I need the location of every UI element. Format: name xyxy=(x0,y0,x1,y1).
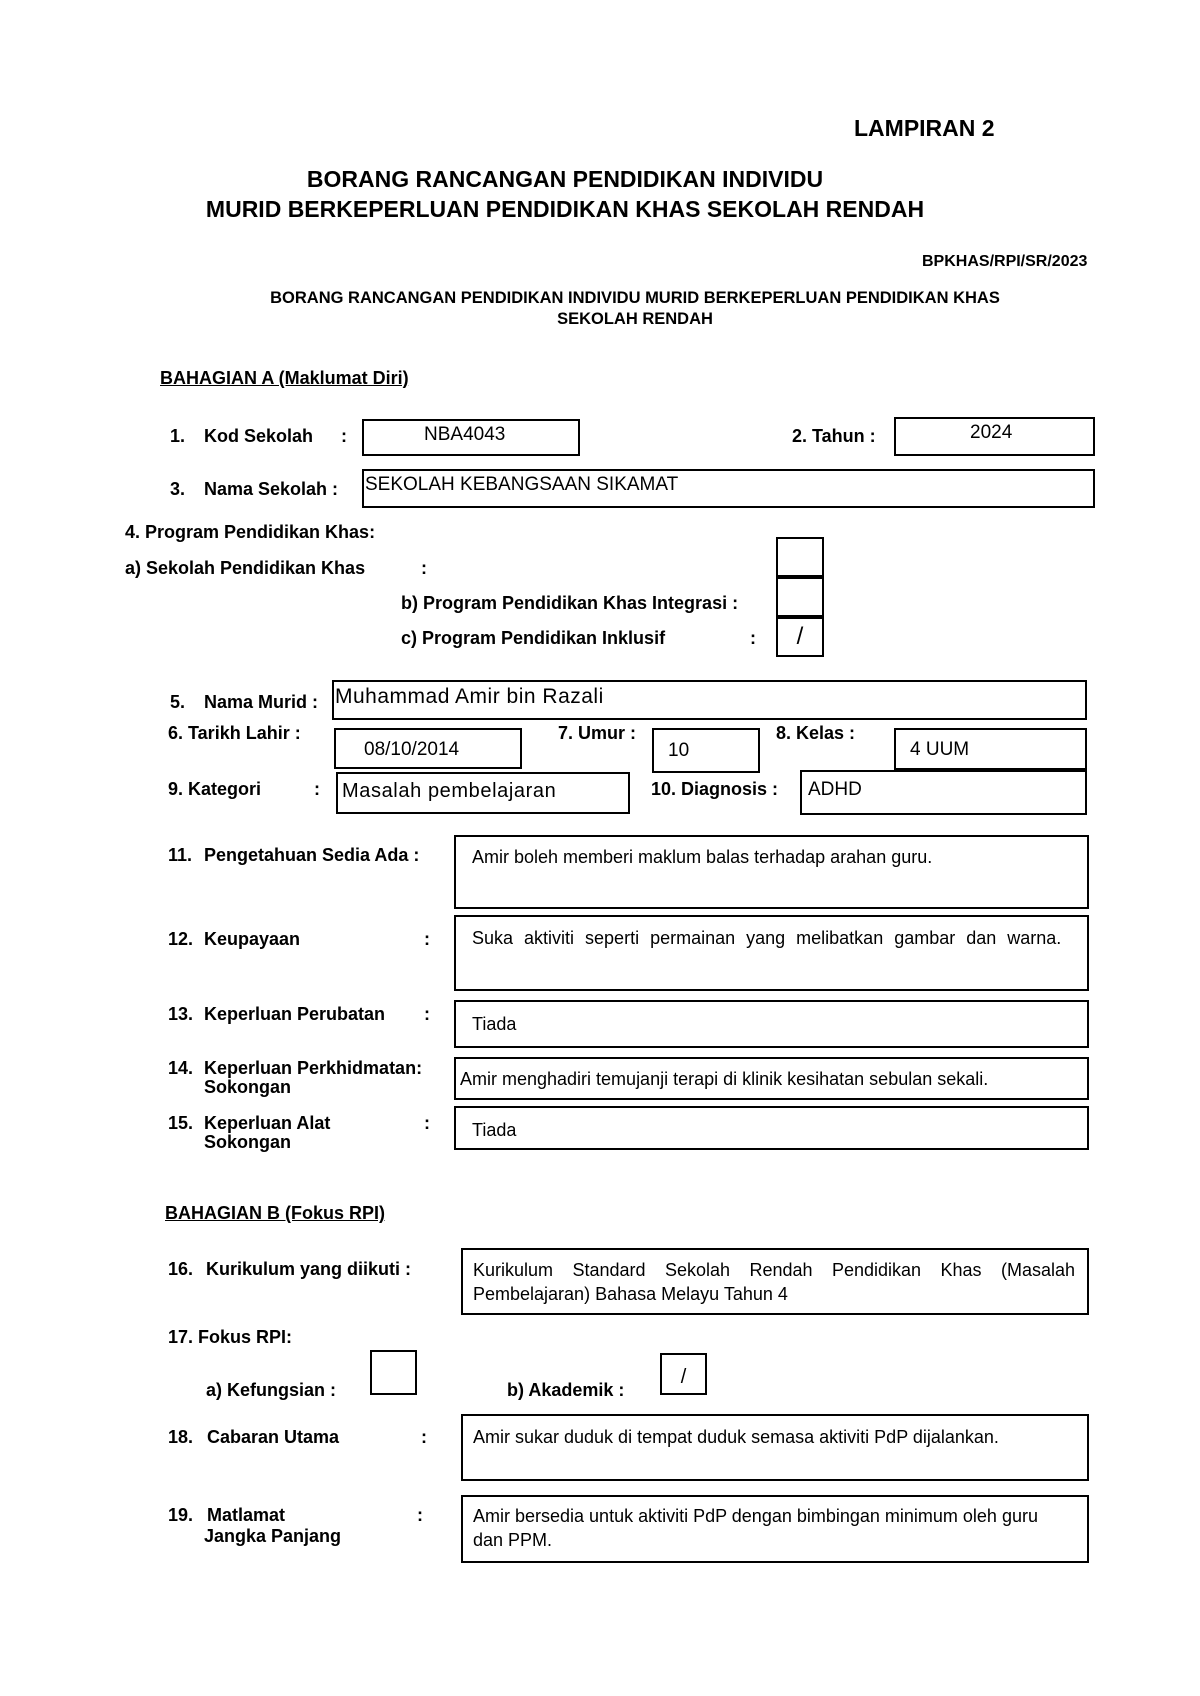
nama-sekolah-number: 3. xyxy=(170,479,186,499)
nama-sekolah-label: Nama Sekolah : xyxy=(204,479,339,499)
program-c-label: c) Program Pendidikan Inklusif xyxy=(401,628,666,648)
nama-murid-value: Muhammad Amir bin Razali xyxy=(335,685,604,708)
kod-sekolah-label: Kod Sekolah xyxy=(204,426,314,446)
form-subtitle-line2: SEKOLAH RENDAH xyxy=(557,310,713,328)
reference-code: BPKHAS/RPI/SR/2023 xyxy=(922,253,1088,270)
kod-sekolah-colon: : xyxy=(341,426,347,446)
tahun-value: 2024 xyxy=(970,422,1013,443)
kategori-colon: : xyxy=(314,779,320,799)
kelas-value: 4 UUM xyxy=(910,739,970,760)
keupayaan-value: Suka aktiviti seperti permainan yang melibatkan gambar dan warna. xyxy=(472,928,1062,948)
kod-sekolah-number: 1. xyxy=(170,426,186,446)
diagnosis-label: 10. Diagnosis : xyxy=(651,779,779,799)
matlamat-colon: : xyxy=(417,1505,423,1525)
perubatan-number: 13. xyxy=(168,1004,194,1024)
tahun-field[interactable] xyxy=(894,417,1095,456)
umur-label: 7. Umur : xyxy=(558,723,637,743)
perkhidmatan-label-line2: Sokongan xyxy=(204,1077,292,1097)
perubatan-value: Tiada xyxy=(472,1014,517,1034)
kurikulum-number: 16. xyxy=(168,1259,194,1279)
perubatan-field[interactable] xyxy=(454,1000,1089,1048)
program-a-colon: : xyxy=(421,558,427,578)
perkhidmatan-number: 14. xyxy=(168,1058,194,1078)
cabaran-value: Amir sukar duduk di tempat duduk semasa aktiviti PdP dijalankan. xyxy=(473,1427,999,1447)
kurikulum-label: Kurikulum yang diikuti : xyxy=(206,1259,412,1279)
matlamat-label-line2: Jangka Panjang xyxy=(204,1526,342,1546)
program-c-colon: : xyxy=(750,628,756,648)
fokus-label: 17. Fokus RPI: xyxy=(168,1327,293,1347)
kategori-value: Masalah pembelajaran xyxy=(342,780,557,802)
akademik-checkbox[interactable]: / xyxy=(660,1353,707,1395)
perkhidmatan-field[interactable] xyxy=(454,1057,1089,1100)
umur-value: 10 xyxy=(668,740,690,761)
section-a-heading: BAHAGIAN A (Maklumat Diri) xyxy=(160,368,409,388)
kurikulum-field[interactable] xyxy=(461,1248,1089,1315)
perubatan-label: Keperluan Perubatan xyxy=(204,1004,386,1024)
pengetahuan-value: Amir boleh memberi maklum balas terhadap arahan guru. xyxy=(472,847,933,867)
kelas-label: 8. Kelas : xyxy=(776,723,856,743)
program-heading: 4. Program Pendidikan Khas: xyxy=(125,522,376,542)
alat-value: Tiada xyxy=(472,1120,517,1140)
kod-sekolah-field[interactable] xyxy=(362,419,580,456)
nama-sekolah-value: SEKOLAH KEBANGSAAN SIKAMAT xyxy=(365,474,679,495)
keupayaan-colon: : xyxy=(424,929,430,949)
form-title-line2: MURID BERKEPERLUAN PENDIDIKAN KHAS SEKOLAH RENDAH xyxy=(205,196,925,222)
perubatan-colon: : xyxy=(424,1004,430,1024)
nama-murid-number: 5. xyxy=(170,692,186,712)
nama-murid-label: Nama Murid : xyxy=(204,692,319,712)
pengetahuan-label: Pengetahuan Sedia Ada : xyxy=(204,845,420,865)
cabaran-colon: : xyxy=(421,1427,427,1447)
keupayaan-number: 12. xyxy=(168,929,194,949)
matlamat-value: Amir bersedia untuk aktiviti PdP dengan bimbingan minimum oleh guru dan PPM. xyxy=(473,1506,1038,1550)
matlamat-number: 19. xyxy=(168,1505,194,1525)
alat-number: 15. xyxy=(168,1113,194,1133)
lampiran-label: LAMPIRAN 2 xyxy=(854,115,995,141)
section-b-heading: BAHAGIAN B (Fokus RPI) xyxy=(165,1203,385,1223)
diagnosis-value: ADHD xyxy=(808,779,862,800)
diagnosis-field[interactable] xyxy=(800,770,1087,815)
tahun-label: 2. Tahun : xyxy=(792,426,876,446)
program-b-label: b) Program Pendidikan Khas Integrasi : xyxy=(401,593,739,613)
alat-colon: : xyxy=(424,1113,430,1133)
matlamat-label-line1: Matlamat xyxy=(207,1505,286,1525)
nama-murid-field[interactable] xyxy=(332,680,1087,720)
form-title-line1: BORANG RANCANGAN PENDIDIKAN INDIVIDU xyxy=(306,166,824,192)
alat-label-line1: Keperluan Alat xyxy=(204,1113,331,1133)
alat-field[interactable] xyxy=(454,1106,1089,1150)
tarikh-lahir-label: 6. Tarikh Lahir : xyxy=(168,723,301,743)
program-a-label: a) Sekolah Pendidikan Khas xyxy=(125,558,366,578)
pengetahuan-field[interactable] xyxy=(454,835,1089,909)
cabaran-number: 18. xyxy=(168,1427,194,1447)
perkhidmatan-value: Amir menghadiri temujanji terapi di klinik kesihatan sebulan sekali. xyxy=(460,1069,989,1089)
kod-sekolah-value: NBA4043 xyxy=(424,424,506,445)
akademik-label: b) Akademik : xyxy=(507,1380,625,1400)
alat-label-line2: Sokongan xyxy=(204,1132,292,1152)
cabaran-field[interactable] xyxy=(461,1414,1089,1481)
perkhidmatan-label-line1: Keperluan Perkhidmatan: xyxy=(204,1058,423,1078)
kefungsian-checkbox[interactable] xyxy=(370,1350,417,1395)
program-a-checkbox[interactable] xyxy=(776,537,824,577)
program-c-checkbox[interactable]: / xyxy=(776,617,824,657)
keupayaan-label: Keupayaan xyxy=(204,929,301,949)
nama-sekolah-field[interactable] xyxy=(362,469,1095,508)
pengetahuan-number: 11. xyxy=(168,845,193,865)
matlamat-field[interactable] xyxy=(461,1495,1089,1563)
program-b-checkbox[interactable] xyxy=(776,577,824,617)
kefungsian-label: a) Kefungsian : xyxy=(206,1380,337,1400)
tarikh-lahir-value: 08/10/2014 xyxy=(364,739,460,760)
kurikulum-value: Kurikulum Standard Sekolah Rendah Pendidikan Khas (Masalah Pembelajaran) Bahasa Melayu Tahun 4 xyxy=(473,1260,1075,1304)
keupayaan-field[interactable] xyxy=(454,915,1089,991)
kelas-field[interactable] xyxy=(894,728,1087,770)
tarikh-lahir-field[interactable] xyxy=(334,728,522,769)
kategori-field[interactable] xyxy=(336,772,630,814)
form-subtitle-line1: BORANG RANCANGAN PENDIDIKAN INDIVIDU MURID BERKEPERLUAN PENDIDIKAN KHAS xyxy=(270,289,1000,307)
kategori-label: 9. Kategori xyxy=(168,779,262,799)
cabaran-label: Cabaran Utama xyxy=(207,1427,340,1447)
umur-field[interactable] xyxy=(652,728,760,773)
